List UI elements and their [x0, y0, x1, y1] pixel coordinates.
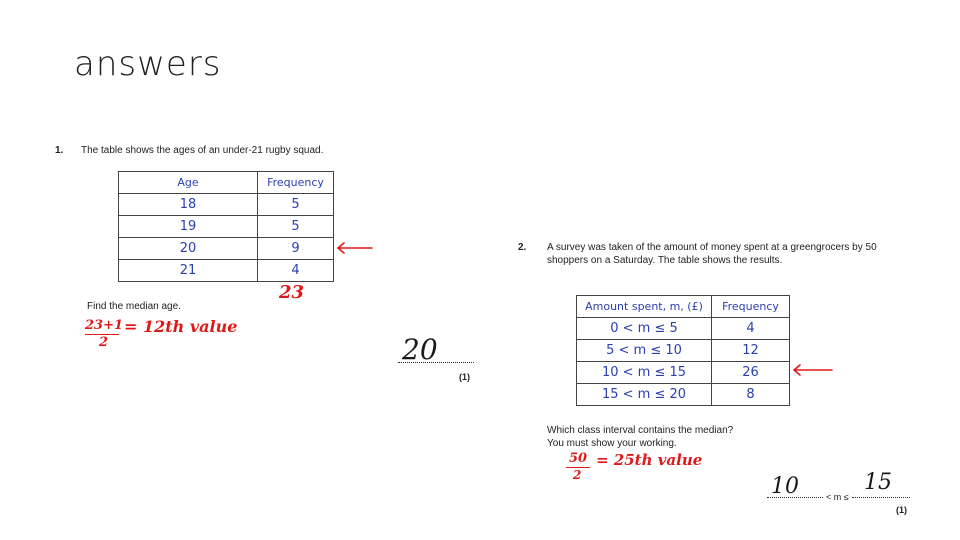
q1-marks: (1) — [459, 372, 470, 382]
q1-header-age: Age — [119, 172, 258, 194]
q2-question-line1: Which class interval contains the median? — [547, 425, 734, 436]
table-row — [119, 216, 334, 238]
q1-age-table — [118, 171, 334, 282]
table-cell: 0 < m ≤ 5 — [577, 318, 712, 340]
q2-answer-mid: < m ≤ — [826, 492, 849, 502]
table-cell: 20 — [119, 238, 258, 260]
table-row — [119, 260, 334, 282]
table-row — [577, 340, 790, 362]
table-cell: 8 — [712, 384, 790, 406]
q2-question — [547, 424, 733, 450]
q1-arrow-icon — [336, 241, 376, 255]
table-cell: 10 < m ≤ 15 — [577, 362, 712, 384]
table-cell: 18 — [119, 194, 258, 216]
table-row — [119, 238, 334, 260]
table-cell: 5 < m ≤ 10 — [577, 340, 712, 362]
q2-answer-upper: 15 — [864, 470, 892, 495]
table-row — [119, 194, 334, 216]
table-cell: 5 — [258, 216, 334, 238]
q2-prompt-line1: A survey was taken of the amount of money spent at a greengrocers by 50 — [547, 242, 877, 253]
table-cell: 15 < m ≤ 20 — [577, 384, 712, 406]
q2-money-table — [576, 295, 790, 406]
q2-answer-lower: 10 — [771, 474, 799, 499]
table-cell: 4 — [258, 260, 334, 282]
q1-number: 1. — [55, 145, 64, 156]
q2-number: 2. — [518, 242, 527, 253]
table-cell: 5 — [258, 194, 334, 216]
q1-prompt: The table shows the ages of an under-21 rugby squad. — [81, 145, 324, 156]
q1-answer: 20 — [402, 333, 438, 366]
table-cell: 4 — [712, 318, 790, 340]
q2-arrow-icon — [792, 363, 836, 377]
q2-working-result: = 25th value — [596, 451, 703, 469]
q1-working-result: = 12th value — [124, 317, 238, 336]
q1-question: Find the median age. — [87, 301, 181, 312]
q2-working-denominator: 2 — [573, 468, 582, 482]
q1-answer-line — [398, 362, 474, 363]
q1-header-frequency: Frequency — [258, 172, 334, 194]
q1-total-annotation: 23 — [279, 282, 305, 303]
table-cell: 21 — [119, 260, 258, 282]
slide-title: answers — [74, 44, 222, 84]
table-row — [577, 384, 790, 406]
table-cell: 19 — [119, 216, 258, 238]
q2-header-frequency: Frequency — [712, 296, 790, 318]
table-cell: 26 — [712, 362, 790, 384]
q2-question-line2: You must show your working. — [547, 438, 677, 449]
table-header-row — [577, 296, 790, 318]
table-header-row — [119, 172, 334, 194]
table-row — [577, 318, 790, 340]
table-row — [577, 362, 790, 384]
q2-answer-line-lower — [767, 497, 823, 498]
q1-working-denominator: 2 — [99, 335, 109, 350]
table-cell: 9 — [258, 238, 334, 260]
q2-prompt — [547, 241, 877, 267]
q2-header-amount: Amount spent, m, (£) — [577, 296, 712, 318]
q2-marks: (1) — [896, 505, 907, 515]
q1-working-numerator: 23+1 — [85, 318, 124, 333]
table-cell: 12 — [712, 340, 790, 362]
q2-answer-line-upper — [852, 497, 910, 498]
q2-working-numerator: 50 — [569, 451, 588, 466]
q2-prompt-line2: shoppers on a Saturday. The table shows the results. — [547, 255, 783, 266]
